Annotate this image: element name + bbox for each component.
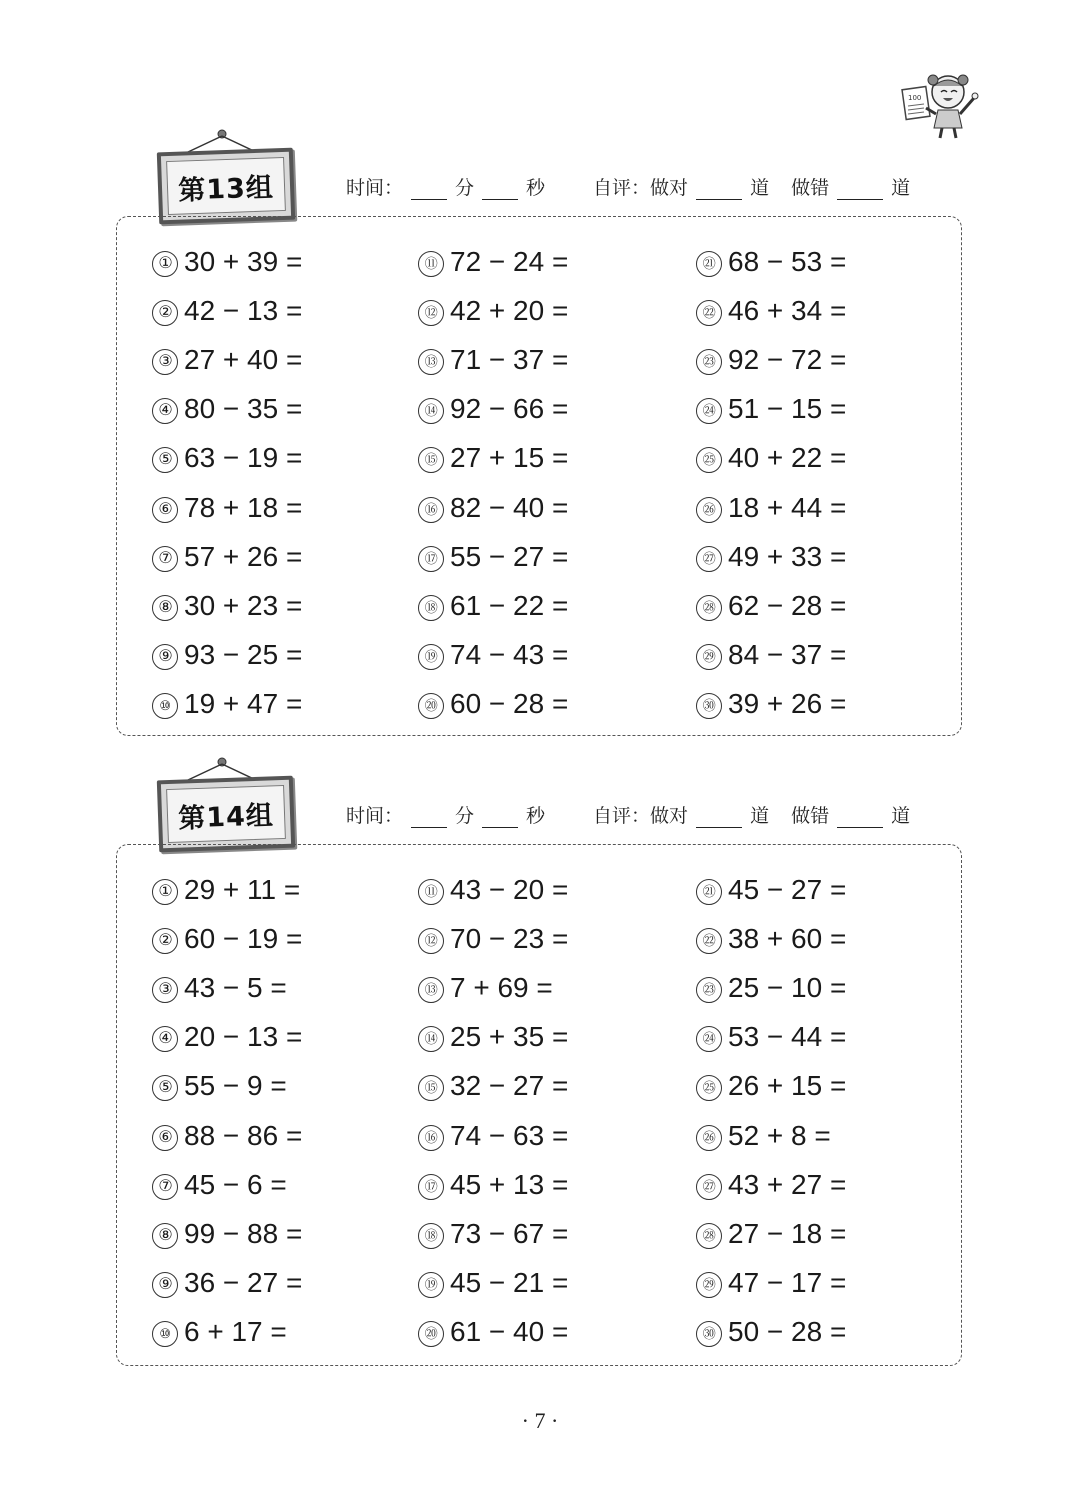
problem-number: ② [152, 928, 178, 954]
problem-expression: 61 − 40 = [450, 1316, 569, 1347]
problem-expression: 46 + 34 = [728, 295, 847, 326]
problem-expression: 7 + 69 = [450, 972, 553, 1003]
problem-expression: 42 − 13 = [184, 295, 303, 326]
problem-number: ⑤ [152, 447, 178, 473]
problem-number: ㉕ [696, 447, 722, 473]
problem-number: ① [152, 879, 178, 905]
problem-number: ⑧ [152, 595, 178, 621]
time-label: 时间： [346, 177, 404, 199]
problem-expression: 19 + 47 = [184, 688, 303, 719]
minutes-unit: 分 [455, 805, 475, 827]
wrong-label: 做错 [791, 177, 830, 199]
problem-number: ㉘ [696, 1223, 722, 1249]
group-title: 第14组 [166, 785, 286, 843]
problem-item [696, 393, 846, 425]
girl-mascot-icon [898, 68, 988, 140]
problem-number: ⑲ [418, 644, 444, 670]
problem-item [696, 442, 846, 474]
seconds-blank[interactable] [482, 809, 518, 828]
problem-item [418, 1218, 568, 1250]
problem-number: ㉑ [696, 879, 722, 905]
problem-item [152, 541, 302, 573]
problem-expression: 38 + 60 = [728, 923, 847, 954]
problem-number: ⑯ [418, 497, 444, 523]
problem-item [696, 1169, 846, 1201]
problem-item [696, 923, 846, 955]
problem-expression: 45 − 21 = [450, 1267, 569, 1298]
mascot-paper-text: 100 [908, 94, 922, 102]
problem-number: ④ [152, 1026, 178, 1052]
problem-number: ⑱ [418, 595, 444, 621]
problem-expression: 63 − 19 = [184, 442, 303, 473]
problem-item [418, 923, 568, 955]
problem-expression: 93 − 25 = [184, 639, 303, 670]
problem-item [152, 1070, 287, 1102]
problem-expression: 45 + 13 = [450, 1169, 569, 1200]
problem-number: ⑭ [418, 398, 444, 424]
problem-item [418, 295, 568, 327]
problem-expression: 70 − 23 = [450, 923, 569, 954]
problem-number: ③ [152, 977, 178, 1003]
problem-number: ② [152, 300, 178, 326]
problem-number: ⑥ [152, 497, 178, 523]
problem-item [418, 1169, 568, 1201]
problem-item [152, 1218, 302, 1250]
problem-number: ⑦ [152, 546, 178, 572]
problem-item [418, 639, 568, 671]
problem-item [418, 1070, 568, 1102]
problem-number: ㉑ [696, 251, 722, 277]
problem-expression: 60 − 28 = [450, 688, 569, 719]
seconds-blank[interactable] [482, 181, 518, 200]
problem-number: ⑤ [152, 1075, 178, 1101]
problem-number: ㉙ [696, 1272, 722, 1298]
problem-number: ⑱ [418, 1223, 444, 1249]
correct-unit: 道 [750, 805, 770, 827]
problem-number: ④ [152, 398, 178, 424]
problem-expression: 71 − 37 = [450, 344, 569, 375]
problem-item [696, 492, 846, 524]
wrong-count-blank[interactable] [837, 181, 883, 200]
problem-item [696, 344, 846, 376]
group-title-sign [158, 150, 294, 224]
sign-frame [157, 148, 295, 225]
problem-expression: 52 + 8 = [728, 1120, 831, 1151]
problem-number: ⑳ [418, 693, 444, 719]
problem-expression: 92 − 66 = [450, 393, 569, 424]
problem-item [696, 972, 846, 1004]
group-title-sign [158, 778, 294, 852]
problem-item [696, 1070, 846, 1102]
problem-number: ㉕ [696, 1075, 722, 1101]
problem-item [152, 344, 302, 376]
problem-number: ⑮ [418, 447, 444, 473]
problem-number: ⑯ [418, 1125, 444, 1151]
problem-expression: 72 − 24 = [450, 246, 569, 277]
problem-number: ⑨ [152, 644, 178, 670]
problem-item [418, 344, 568, 376]
problem-expression: 61 − 22 = [450, 590, 569, 621]
problem-number: ⑨ [152, 1272, 178, 1298]
seconds-unit: 秒 [526, 805, 546, 827]
problem-item [152, 1169, 287, 1201]
problem-number: ⑮ [418, 1075, 444, 1101]
problem-number: ㉚ [696, 693, 722, 719]
problem-expression: 73 − 67 = [450, 1218, 569, 1249]
problem-item [152, 874, 300, 906]
problem-item [418, 1316, 568, 1348]
problem-expression: 27 + 15 = [450, 442, 569, 473]
minutes-blank[interactable] [411, 809, 447, 828]
problem-item [152, 1021, 302, 1053]
correct-label: 自评：做对 [593, 805, 689, 827]
problem-item [418, 541, 568, 573]
problem-expression: 55 − 9 = [184, 1070, 287, 1101]
wrong-count-blank[interactable] [837, 809, 883, 828]
problem-number: ㉓ [696, 349, 722, 375]
self-evaluation-line [346, 174, 910, 200]
problem-expression: 68 − 53 = [728, 246, 847, 277]
problem-expression: 40 + 22 = [728, 442, 847, 473]
problem-item [418, 1267, 568, 1299]
problem-item [418, 1021, 568, 1053]
problem-expression: 25 − 10 = [728, 972, 847, 1003]
problem-expression: 18 + 44 = [728, 492, 847, 523]
correct-unit: 道 [750, 177, 770, 199]
problem-number: ⑥ [152, 1125, 178, 1151]
problem-item [696, 639, 846, 671]
problem-item [696, 688, 846, 720]
problem-number: ⑦ [152, 1174, 178, 1200]
problem-number: ⑪ [418, 879, 444, 905]
problem-expression: 26 + 15 = [728, 1070, 847, 1101]
correct-label: 自评：做对 [593, 177, 689, 199]
wrong-unit: 道 [891, 805, 911, 827]
problem-expression: 82 − 40 = [450, 492, 569, 523]
problem-number: ㉓ [696, 977, 722, 1003]
problem-number: ⑬ [418, 349, 444, 375]
problem-number: ㉖ [696, 497, 722, 523]
problem-item [696, 874, 846, 906]
problem-expression: 6 + 17 = [184, 1316, 287, 1347]
correct-count-blank[interactable] [696, 809, 742, 828]
problem-item [152, 295, 302, 327]
problem-item [152, 1316, 287, 1348]
problem-item [152, 688, 302, 720]
problem-item [152, 442, 302, 474]
problem-expression: 92 − 72 = [728, 344, 847, 375]
problem-expression: 88 − 86 = [184, 1120, 303, 1151]
page-number: · 7 · [521, 1408, 559, 1433]
problem-expression: 74 − 43 = [450, 639, 569, 670]
problem-item [696, 541, 846, 573]
minutes-blank[interactable] [411, 181, 447, 200]
seconds-unit: 秒 [526, 177, 546, 199]
problem-expression: 43 + 27 = [728, 1169, 847, 1200]
time-label: 时间： [346, 805, 404, 827]
problem-item [152, 639, 302, 671]
problem-expression: 78 + 18 = [184, 492, 303, 523]
group-title: 第13组 [166, 157, 286, 215]
problem-item [152, 590, 302, 622]
problem-number: ③ [152, 349, 178, 375]
problem-item [418, 972, 553, 1004]
problem-number: ㉙ [696, 644, 722, 670]
problem-item [696, 246, 846, 278]
problem-expression: 62 − 28 = [728, 590, 847, 621]
problem-expression: 53 − 44 = [728, 1021, 847, 1052]
problem-expression: 30 + 23 = [184, 590, 303, 621]
problem-expression: 45 − 6 = [184, 1169, 287, 1200]
problem-item [418, 1120, 568, 1152]
problem-expression: 47 − 17 = [728, 1267, 847, 1298]
problem-expression: 32 − 27 = [450, 1070, 569, 1101]
problem-expression: 80 − 35 = [184, 393, 303, 424]
problem-number: ㉗ [696, 546, 722, 572]
problem-item [418, 688, 568, 720]
problem-number: ⑰ [418, 1174, 444, 1200]
problem-number: ㉖ [696, 1125, 722, 1151]
problem-item [418, 442, 568, 474]
wrong-label: 做错 [791, 805, 830, 827]
problem-expression: 43 − 20 = [450, 874, 569, 905]
problem-number: ⑩ [152, 693, 178, 719]
problem-number: ⑲ [418, 1272, 444, 1298]
problem-number: ⑬ [418, 977, 444, 1003]
problem-number: ㉔ [696, 1026, 722, 1052]
problem-number: ㉗ [696, 1174, 722, 1200]
problem-item [418, 246, 568, 278]
problem-number: ⑪ [418, 251, 444, 277]
problem-number: ㉒ [696, 928, 722, 954]
problem-item [152, 393, 302, 425]
problem-expression: 20 − 13 = [184, 1021, 303, 1052]
problem-expression: 84 − 37 = [728, 639, 847, 670]
problem-item [696, 295, 846, 327]
problem-item [418, 492, 568, 524]
problem-item [152, 972, 287, 1004]
problem-number: ㉘ [696, 595, 722, 621]
problem-expression: 29 + 11 = [184, 874, 301, 905]
problem-number: ⑳ [418, 1321, 444, 1347]
problem-item [152, 246, 302, 278]
problem-item [696, 1316, 846, 1348]
problem-item [696, 1218, 846, 1250]
problem-item [152, 923, 302, 955]
problem-number: ⑫ [418, 928, 444, 954]
problem-expression: 25 + 35 = [450, 1021, 569, 1052]
problem-expression: 45 − 27 = [728, 874, 847, 905]
sign-frame [157, 776, 295, 853]
problem-expression: 99 − 88 = [184, 1218, 303, 1249]
problem-expression: 49 + 33 = [728, 541, 847, 572]
problem-number: ⑧ [152, 1223, 178, 1249]
problem-item [696, 1267, 846, 1299]
problem-number: ㉚ [696, 1321, 722, 1347]
problem-number: ㉔ [696, 398, 722, 424]
problem-expression: 39 + 26 = [728, 688, 847, 719]
correct-count-blank[interactable] [696, 181, 742, 200]
problem-number: ⑫ [418, 300, 444, 326]
problem-expression: 60 − 19 = [184, 923, 303, 954]
problem-expression: 57 + 26 = [184, 541, 303, 572]
problem-expression: 51 − 15 = [728, 393, 847, 424]
problem-item [696, 1021, 846, 1053]
problem-number: ① [152, 251, 178, 277]
problem-expression: 36 − 27 = [184, 1267, 303, 1298]
problem-item [152, 1120, 302, 1152]
problem-item [418, 393, 568, 425]
wrong-unit: 道 [891, 177, 911, 199]
problem-item [696, 590, 846, 622]
problem-expression: 30 + 39 = [184, 246, 303, 277]
problem-item [418, 874, 568, 906]
problem-number: ⑭ [418, 1026, 444, 1052]
problem-expression: 27 + 40 = [184, 344, 303, 375]
problem-number: ㉒ [696, 300, 722, 326]
minutes-unit: 分 [455, 177, 475, 199]
problem-expression: 27 − 18 = [728, 1218, 847, 1249]
problem-expression: 50 − 28 = [728, 1316, 847, 1347]
problem-item [418, 590, 568, 622]
problem-expression: 74 − 63 = [450, 1120, 569, 1151]
problem-item [152, 1267, 302, 1299]
self-evaluation-line [346, 802, 910, 828]
problem-expression: 42 + 20 = [450, 295, 569, 326]
problem-item [152, 492, 302, 524]
problem-item [696, 1120, 831, 1152]
problem-number: ⑩ [152, 1321, 178, 1347]
problem-expression: 43 − 5 = [184, 972, 287, 1003]
problem-expression: 55 − 27 = [450, 541, 569, 572]
problem-number: ⑰ [418, 546, 444, 572]
